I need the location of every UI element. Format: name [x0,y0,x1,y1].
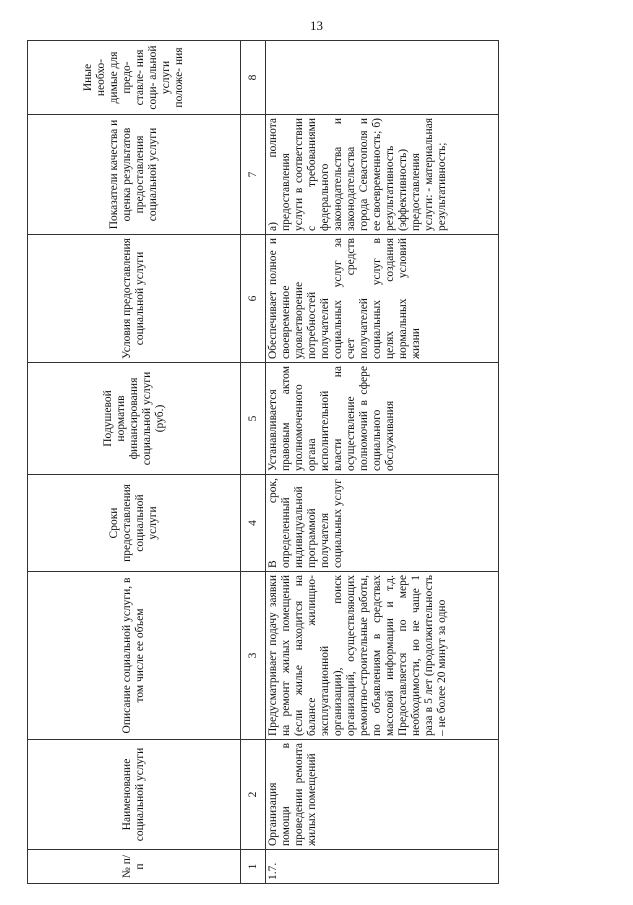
header-conditions: Условия предоставления социальной услуги [28,235,241,363]
column-number: 3 [241,572,266,740]
column-number: 5 [241,363,266,475]
service-name: Организация помощи в проведении ремонта жилых помещений [266,740,499,850]
column-number: 4 [241,475,266,572]
row-number: 1.7. [266,850,499,884]
column-number: 8 [241,41,266,115]
column-number: 6 [241,235,266,363]
services-table [27,40,499,884]
header-description: Описание социальной услуги, в том числе ее объем [28,572,241,740]
header-number: № п/п [28,850,241,884]
service-other [266,41,499,115]
header-financing: Подушевой норматив финансирования социальной услуги (руб.) [28,363,241,475]
service-quality: а) полнота предоставления услуги в соответствии с требованиями федерального законодательства и законодательства города Севастополя и ее своевременность; б) результативность (эффективность) предоставления услуги: - материальная результативность; [266,115,499,235]
header-quality: Показатели качества и оценка результатов предоставления социальной услуги [28,115,241,235]
page-number: 13 [310,18,323,33]
column-number: 2 [241,740,266,850]
service-description: Предусматривает подачу заявки на ремонт жилых помещений (если жилье находится на балансе жилищно-эксплуатационной организации), поиск организаций, осуществляющих ремонтно-строительные работы, по объявлениям в средствах массовой информации и т.д. Предоставляется по мере необходимости, но не чаще 1 раза в 5 лет (продолжительность – не более 20 минут за одно [266,572,499,740]
rotated-table-sheet [27,41,548,884]
table-row [266,41,499,884]
service-financing: Устанавливается правовым актом уполномоченного органа исполнительной власти на осуществление полномочий в сфере социального обслуживания [266,363,499,475]
column-number-row [241,41,266,884]
header-row [28,41,241,884]
column-number: 7 [241,115,266,235]
column-number: 1 [241,850,266,884]
service-terms: В срок, определенный индивидуальной программой получателя социальных услуг [266,475,499,572]
header-other: Иные необхо- димые для предо- ставле- ния соци- альной услуги положе- ния [28,41,241,115]
header-name: Наименование социальной услуги [28,740,241,850]
service-conditions: Обеспечивает полное и своевременное удовлетворение потребностей получателей социальных услуг за счет средств получателей социальных услуг в целях создания нормальных условий жизни [266,235,499,363]
header-terms: Сроки предоставления социальной услуги [28,475,241,572]
